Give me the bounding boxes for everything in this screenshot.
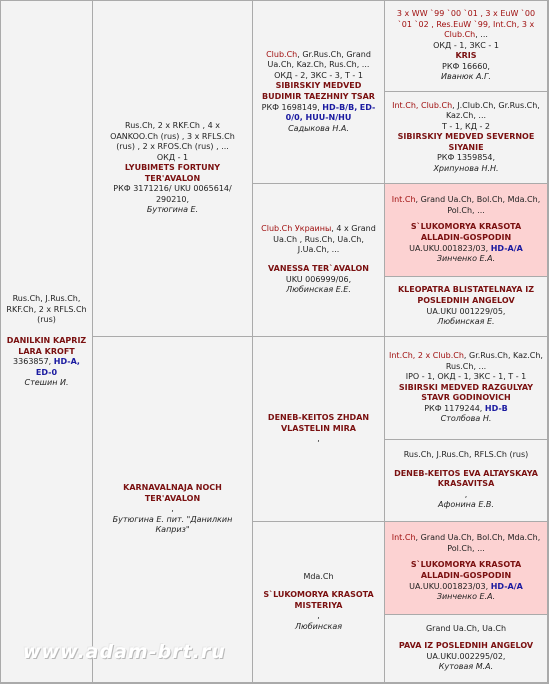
sire-dam-cell bbox=[93, 337, 253, 683]
owner: Бутюгина Е. bbox=[146, 205, 199, 215]
reg-number: UA.UKU 001229/05, bbox=[426, 306, 506, 316]
separator: , bbox=[171, 504, 174, 514]
titles-red: Club.Ch bbox=[266, 49, 298, 59]
g3-cell-4 bbox=[253, 522, 385, 683]
owner: Любинская Е.Е. bbox=[286, 285, 351, 295]
titles-red: Int.Ch, Club.Ch bbox=[392, 100, 453, 110]
g4-cell-3 bbox=[385, 184, 548, 277]
titles: Rus.Ch, 2 x RKF.Ch , 4 x OANKOO.Ch (rus) , 3 x RFLS.Ch (rus) , 2 x RFOS.Ch (rus) , ... bbox=[110, 121, 235, 152]
reg-number: 3363857, bbox=[13, 357, 52, 367]
titles-red: Club.Ch Украины bbox=[261, 224, 332, 234]
dog-name[interactable]: VANESSA TER`AVALON bbox=[267, 264, 370, 273]
titles: , 4 x Grand Ua.Ch , Rus.Ch, Ua.Ch, J.Ua.Ch, ... bbox=[273, 224, 376, 255]
owner: Садыкова Н.А. bbox=[288, 123, 349, 133]
g4-cell-6 bbox=[385, 440, 548, 522]
reg-number: UA.UKU.002295/02, bbox=[426, 651, 506, 661]
separator: , bbox=[464, 489, 468, 499]
dog-name[interactable]: DENEB-KEITOS EVA ALTAYSKAYA KRASAVITSA bbox=[394, 468, 538, 489]
owner: Кутовая М.А. bbox=[438, 662, 494, 672]
ed-result: ED-0/0, HUU-N/HU bbox=[285, 102, 376, 123]
dog-name[interactable]: KRIS bbox=[455, 51, 477, 61]
owner: Зинченко Е.А. bbox=[436, 254, 496, 264]
owner: Любинская bbox=[294, 621, 343, 631]
dog-name[interactable]: PAVA IZ POSLEDNIH ANGELOV bbox=[398, 640, 534, 650]
reg-number: РКФ 1179244, bbox=[424, 403, 483, 413]
owner: Столбова Н. bbox=[440, 414, 492, 424]
titles-working: ОКД - 1 bbox=[156, 152, 189, 162]
titles-working: ОКД - 1, ЗКС - 1 bbox=[433, 40, 499, 50]
reg-number: РКФ 1698149, bbox=[261, 102, 320, 112]
dog-name[interactable]: S`LUKOMORYA KRASOTA MISTERIYA bbox=[263, 590, 374, 610]
sire-cell bbox=[1, 1, 93, 683]
titles: , J.Club.Ch, Gr.Rus.Ch, Kaz.Ch, ... bbox=[445, 100, 540, 121]
titles: , ... bbox=[475, 30, 488, 40]
separator: , bbox=[317, 611, 320, 621]
titles-working: Т - 1, КД - 2 bbox=[441, 121, 491, 131]
g4-cell-7 bbox=[385, 522, 548, 615]
reg-number: UKU 006999/06, bbox=[285, 274, 352, 284]
owner: Иванюк А.Г. bbox=[441, 72, 491, 82]
g3-cell-3 bbox=[253, 337, 385, 522]
owner: Афонина Е.В. bbox=[438, 500, 494, 510]
reg-number: UA.UKU.001823/03, bbox=[409, 243, 489, 253]
dog-name[interactable]: DANILKIN KAPRIZ LARA KROFT bbox=[6, 335, 87, 356]
registration bbox=[5, 357, 88, 378]
reg-number: РКФ 1359854, bbox=[436, 153, 496, 163]
titles-red: Int.Ch, 2 x Club.Ch bbox=[389, 351, 464, 361]
ed-result: ED-0 bbox=[35, 367, 58, 377]
titles: Mda.Ch bbox=[303, 571, 334, 581]
titles: , Gr.Rus.Ch, Grand Ua.Ch, Kaz.Ch, Rus.Ch, ... bbox=[267, 49, 371, 70]
dog-name[interactable]: S`LUKOMORYA KRASOTA ALLADIN-GOSPODIN bbox=[410, 560, 522, 580]
reg-number: UA.UKU.001823/03, bbox=[409, 581, 489, 591]
hd-result: HD-A, bbox=[53, 357, 80, 367]
titles-red: Int.Ch bbox=[391, 533, 416, 543]
owner: Зинченко Е.А. bbox=[436, 592, 496, 602]
watermark: www.adam-brt.ru bbox=[23, 641, 226, 663]
g4-cell-4 bbox=[385, 277, 548, 337]
g4-cell-1 bbox=[385, 1, 548, 92]
titles-working: IPO - 1, ОКД - 1, ЗКС - 1, Т - 1 bbox=[405, 372, 527, 382]
dog-name[interactable]: SIBIRSKIY MEDVED SEVERNOE SIYANIE bbox=[397, 132, 535, 152]
g4-cell-8 bbox=[385, 615, 548, 683]
owner: Любинская Е. bbox=[437, 317, 495, 327]
dog-name[interactable]: S`LUKOMORYA KRASOTA ALLADIN-GOSPODIN bbox=[410, 222, 522, 242]
g4-cell-5 bbox=[385, 337, 548, 440]
separator: , bbox=[317, 434, 320, 444]
dog-name[interactable]: SIBIRSKIY MEDVED BUDIMIR TAEZHNIY TSAR bbox=[262, 81, 375, 101]
titles: , Gr.Rus.Ch, Kaz.Ch, Rus.Ch, ... bbox=[445, 351, 543, 371]
hd-result: HD-B bbox=[484, 403, 508, 413]
owner: Бутюгина Е. пит. "Данилкин Каприз" bbox=[112, 514, 233, 535]
dog-name[interactable]: DENEB-KEITOS ZHDAN VLASTELIN MIRA bbox=[267, 413, 370, 433]
titles: Rus.Ch, J.Rus.Ch, RKF.Ch, 2 x RFLS.Ch (rus) bbox=[6, 294, 87, 325]
titles: Rus.Ch, J.Rus.Ch, RFLS.Ch (rus) bbox=[403, 450, 529, 460]
titles: Grand Ua.Ch, Ua.Ch bbox=[425, 624, 507, 634]
titles-red: Int.Ch bbox=[391, 195, 416, 205]
titles-working: ОКД - 2, ЗКС - 3, Т - 1 bbox=[274, 70, 363, 80]
titles: , Grand Ua.Ch, Bol.Ch, Mda.Ch, Pol.Ch, ... bbox=[415, 533, 541, 553]
reg-number: РКФ 16660, bbox=[442, 61, 490, 71]
dog-name[interactable]: LYUBIMETS FORTUNY TER'AVALON bbox=[124, 163, 221, 183]
g3-cell-1 bbox=[253, 1, 385, 184]
owner: Хрипунова Н.Н. bbox=[433, 163, 499, 173]
sire-sire-cell bbox=[93, 1, 253, 337]
hd-result: HD-A/A bbox=[490, 243, 523, 253]
g3-cell-2 bbox=[253, 184, 385, 337]
hd-result: HD-A/A bbox=[490, 581, 523, 591]
titles: , Grand Ua.Ch, Bol.Ch, Mda.Ch, Pol.Ch, ... bbox=[415, 195, 541, 215]
owner: Стешин И. bbox=[24, 378, 69, 388]
hd-result: HD-B/B, bbox=[322, 102, 358, 112]
dog-name[interactable]: SIBIRSKI MEDVED RAZGULYAY STAVR GODINOVICH bbox=[398, 382, 534, 403]
dog-name[interactable]: KARNAVALNAJA NOCH TER'AVALON bbox=[123, 483, 222, 503]
g4-cell-2 bbox=[385, 92, 548, 184]
titles-red: 3 x WW `99 `00 `01 , 3 x EuW `00 `01 `02 , Res.EuW `99, Int.Ch, 3 x Club.Ch bbox=[396, 9, 536, 40]
dog-name[interactable]: KLEOPATRA BLISTATELNAYA IZ POSLEDNIH ANGELOV bbox=[397, 285, 535, 305]
reg-number: РКФ 3171216/ UKU 0065614/ 290210, bbox=[113, 184, 232, 204]
